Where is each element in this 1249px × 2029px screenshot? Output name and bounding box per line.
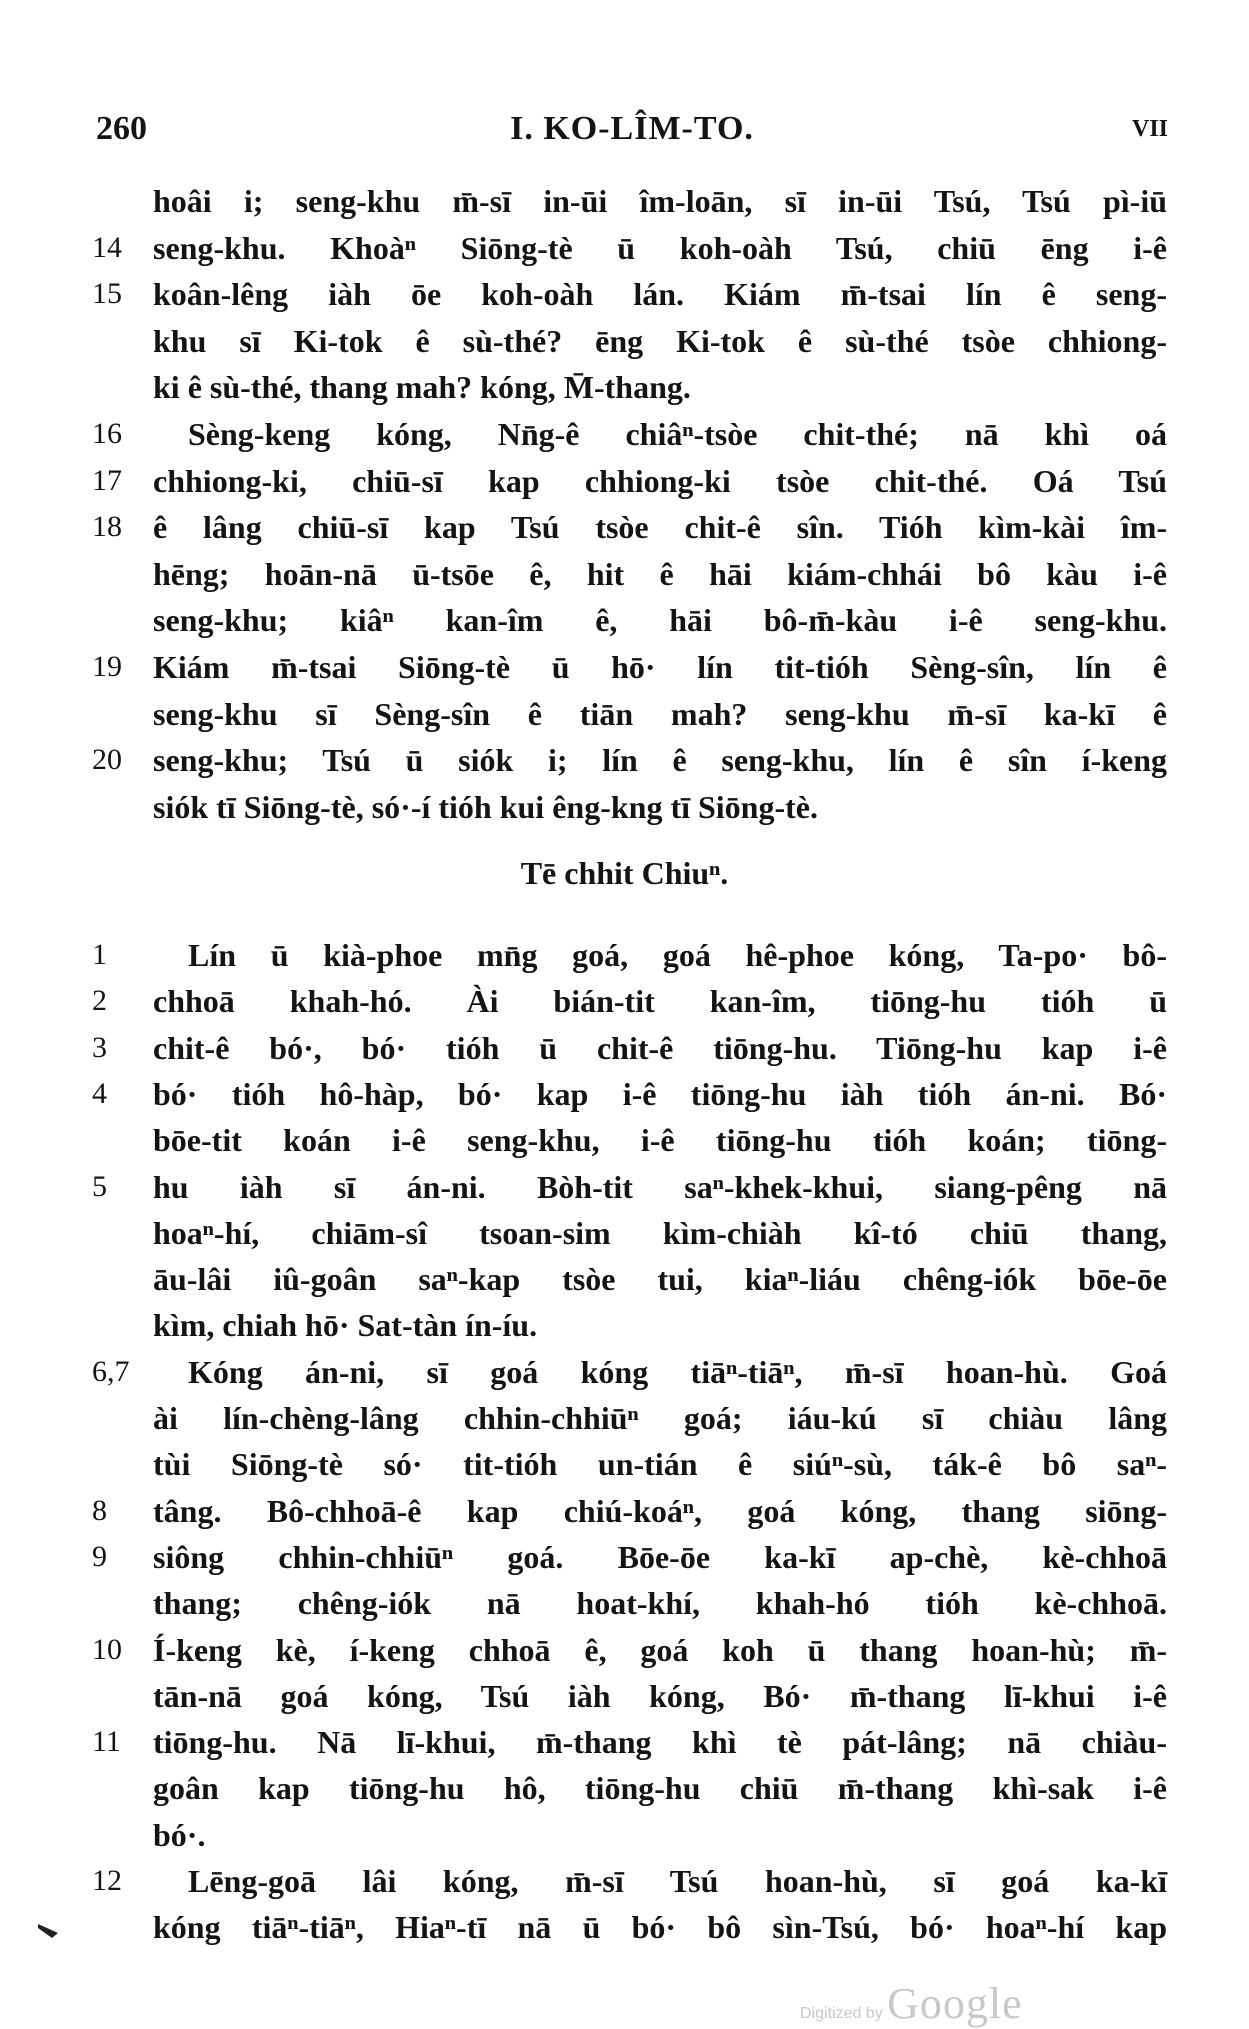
line-text: Kiám m̄-tsai Siōng-tè ū hō· lín tit-tióh Sèng-sîn, lín ê: [153, 649, 1167, 685]
verse-number: 12: [92, 1864, 122, 1897]
text-line: [0, 1812, 1249, 1858]
text-line: [0, 1071, 1249, 1117]
line-text: ki ê sù-thé, thang mah? kóng, M̄-thang.: [153, 369, 691, 406]
line-text: hoaⁿ-hí, chiām-sî tsoan-sim kìm-chiàh kî-tó chiū thang,: [153, 1214, 1167, 1251]
google-logo: Google: [887, 1979, 1023, 2028]
line-text: hēng; hoān-nā ū-tsōe ê, hit ê hāi kiám-chhái bô kàu i-ê: [153, 555, 1167, 592]
line-text: khu sī Ki-tok ê sù-thé? ēng Ki-tok ê sù-thé tsòe chhiong-: [153, 322, 1167, 359]
text-line: [0, 1488, 1249, 1534]
verse-number: 5: [92, 1169, 107, 1203]
line-text: ài lín-chèng-lâng chhin-chhiūⁿ goá; iáu-kú sī chiàu lâng: [153, 1400, 1167, 1436]
verse-number: 14: [92, 230, 122, 264]
line-text: koân-lêng iàh ōe koh-oàh lán. Kiám m̄-tsai lín ê seng-: [153, 276, 1167, 313]
verse-number: 4: [92, 1076, 107, 1110]
line-text: kìm, chiah hō· Sat-tàn ín-íu.: [153, 1307, 538, 1344]
line-text: siông chhin-chhiūⁿ goá. Bōe-ōe ka-kī ap-chè, kè-chhoā: [153, 1538, 1167, 1575]
text-line: [0, 644, 1249, 690]
margin-mark-icon: [38, 1924, 58, 1938]
verse-number: 2: [92, 984, 107, 1018]
text-line: [0, 1441, 1249, 1487]
text-line: [0, 597, 1249, 643]
line-text: bōe-tit koán i-ê seng-khu, i-ê tiōng-hu tióh koán; tiōng-: [153, 1122, 1167, 1159]
line-text: ê lâng chiū-sī kap Tsú tsòe chit-ê sîn. Tióh kìm-kài îm-: [153, 509, 1167, 546]
line-text: tùi Siōng-tè só· tit-tióh un-tián ê siúⁿ-sù, ták-ê bô saⁿ-: [153, 1446, 1167, 1483]
line-text: Kóng án-ni, sī goá kóng tiāⁿ-tiāⁿ, m̄-sī hoan-hù. Goá: [188, 1353, 1167, 1390]
text-line: [0, 1210, 1249, 1256]
line-text: chit-ê bó·, bó· tióh ū chit-ê tiōng-hu. Tiōng-hu kap i-ê: [153, 1029, 1167, 1066]
text-line: [0, 1719, 1249, 1765]
line-text: tiōng-hu. Nā lī-khui, m̄-thang khì tè pát-lâng; nā chiàu-: [153, 1724, 1167, 1761]
line-text: Sèng-keng kóng, Nn̄g-ê chiâⁿ-tsòe chit-thé; nā khì oá: [188, 416, 1167, 452]
text-line: [0, 1580, 1249, 1626]
text-line: [0, 1765, 1249, 1811]
verse-number: 10: [92, 1632, 122, 1666]
text-line: [0, 737, 1249, 783]
line-text: āu-lâi iû-goân saⁿ-kap tsòe tui, kiaⁿ-liáu chêng-iók bōe-ōe: [153, 1261, 1167, 1298]
verse-number: 19: [92, 650, 122, 683]
verse-number: 11: [92, 1725, 121, 1759]
line-text: kóng tiāⁿ-tiāⁿ, Hiaⁿ-tī nā ū bó· bô sìn-Tsú, bó· hoaⁿ-hí kap: [153, 1909, 1167, 1946]
chapter-heading: Tē chhit Chiuⁿ.: [520, 855, 729, 891]
text-line: [0, 1627, 1249, 1673]
text-line: [0, 1349, 1249, 1395]
text-line: [0, 691, 1249, 737]
verse-number: 9: [92, 1539, 107, 1573]
line-text: seng-khu sī Sèng-sîn ê tiān mah? seng-khu m̄-sī ka-kī ê: [153, 695, 1167, 732]
line-text: seng-khu; Tsú ū siók i; lín ê seng-khu, lín ê sîn í-keng: [153, 742, 1167, 779]
line-text: hoâi i; seng-khu m̄-sī in-ūi îm-loān, sī in-ūi Tsú, Tsú pì-iū: [153, 183, 1167, 219]
text-line: [0, 551, 1249, 597]
text-line: [0, 1302, 1249, 1348]
verse-number: 8: [92, 1493, 107, 1527]
line-text: hu iàh sī án-ni. Bòh-tit saⁿ-khek-khui, siang-pêng nā: [153, 1168, 1167, 1205]
text-line: [0, 784, 1249, 830]
text-line: [0, 1117, 1249, 1163]
text-line: [0, 1025, 1249, 1071]
verse-number: 18: [92, 510, 122, 544]
verse-number: 1: [92, 938, 107, 971]
verse-number: 3: [92, 1030, 107, 1064]
watermark-prefix: Digitized by: [800, 2005, 883, 2022]
text-line: [0, 318, 1249, 364]
line-text: chhiong-ki, chiū-sī kap chhiong-ki tsòe chit-thé. Oá Tsú: [153, 462, 1167, 499]
page-header: [96, 110, 1168, 158]
verse-number: 15: [92, 277, 122, 311]
verse-number: 6,7: [92, 1354, 130, 1388]
line-text: goân kap tiōng-hu hô, tiōng-hu chiū m̄-thang khì-sak i-ê: [153, 1770, 1167, 1807]
text-line: [0, 978, 1249, 1024]
text-line: [0, 1164, 1249, 1210]
line-text: Lēng-goā lâi kóng, m̄-sī Tsú hoan-hù, sī goá ka-kī: [188, 1863, 1167, 1899]
line-text: Í-keng kè, í-keng chhoā ê, goá koh ū thang hoan-hù; m̄-: [153, 1631, 1167, 1668]
page-number: 260: [96, 110, 147, 147]
verse-number: 17: [92, 463, 122, 497]
text-line: [0, 932, 1249, 978]
text-line: [0, 1256, 1249, 1302]
line-text: siók tī Siōng-tè, só·-í tióh kui êng-kng tī Siōng-tè.: [153, 788, 818, 825]
line-text: seng-khu. Khoàⁿ Siōng-tè ū koh-oàh Tsú, chiū ēng i-ê: [153, 229, 1167, 266]
line-text: seng-khu; kiâⁿ kan-îm ê, hāi bô-m̄-kàu i-ê seng-khu.: [153, 602, 1167, 639]
text-line: [0, 178, 1249, 224]
text-line: [0, 1534, 1249, 1580]
text-line: [0, 1858, 1249, 1904]
verse-number: 20: [92, 743, 122, 777]
digitized-watermark: [800, 1978, 1023, 2029]
text-line: [0, 225, 1249, 271]
text-line: [0, 1904, 1249, 1950]
text-line: [0, 458, 1249, 504]
text-line: [0, 504, 1249, 550]
text-line: [0, 1673, 1249, 1719]
line-text: chhoā khah-hó. Ài bián-tit kan-îm, tiōng-hu tióh ū: [153, 983, 1167, 1020]
text-line: [0, 271, 1249, 317]
text-line: [0, 364, 1249, 410]
verse-number: 16: [92, 417, 122, 450]
line-text: Lín ū kià-phoe mn̄g goá, goá hê-phoe kóng, Ta-po· bô-: [188, 937, 1167, 973]
line-text: bó·.: [153, 1816, 206, 1853]
line-text: thang; chêng-iók nā hoat-khí, khah-hó tióh kè-chhoā.: [153, 1585, 1167, 1622]
line-text: bó· tióh hô-hàp, bó· kap i-ê tiōng-hu iàh tióh án-ni. Bó·: [153, 1075, 1167, 1112]
line-text: tâng. Bô-chhoā-ê kap chiú-koáⁿ, goá kóng, thang siōng-: [153, 1492, 1167, 1529]
running-title: I. KO-LÎM-TO.: [510, 110, 754, 147]
chapter-number: VII: [1131, 116, 1168, 142]
line-text: tān-nā goá kóng, Tsú iàh kóng, Bó· m̄-thang lī-khui i-ê: [153, 1677, 1167, 1714]
text-line: [0, 411, 1249, 457]
text-line: [0, 1395, 1249, 1441]
